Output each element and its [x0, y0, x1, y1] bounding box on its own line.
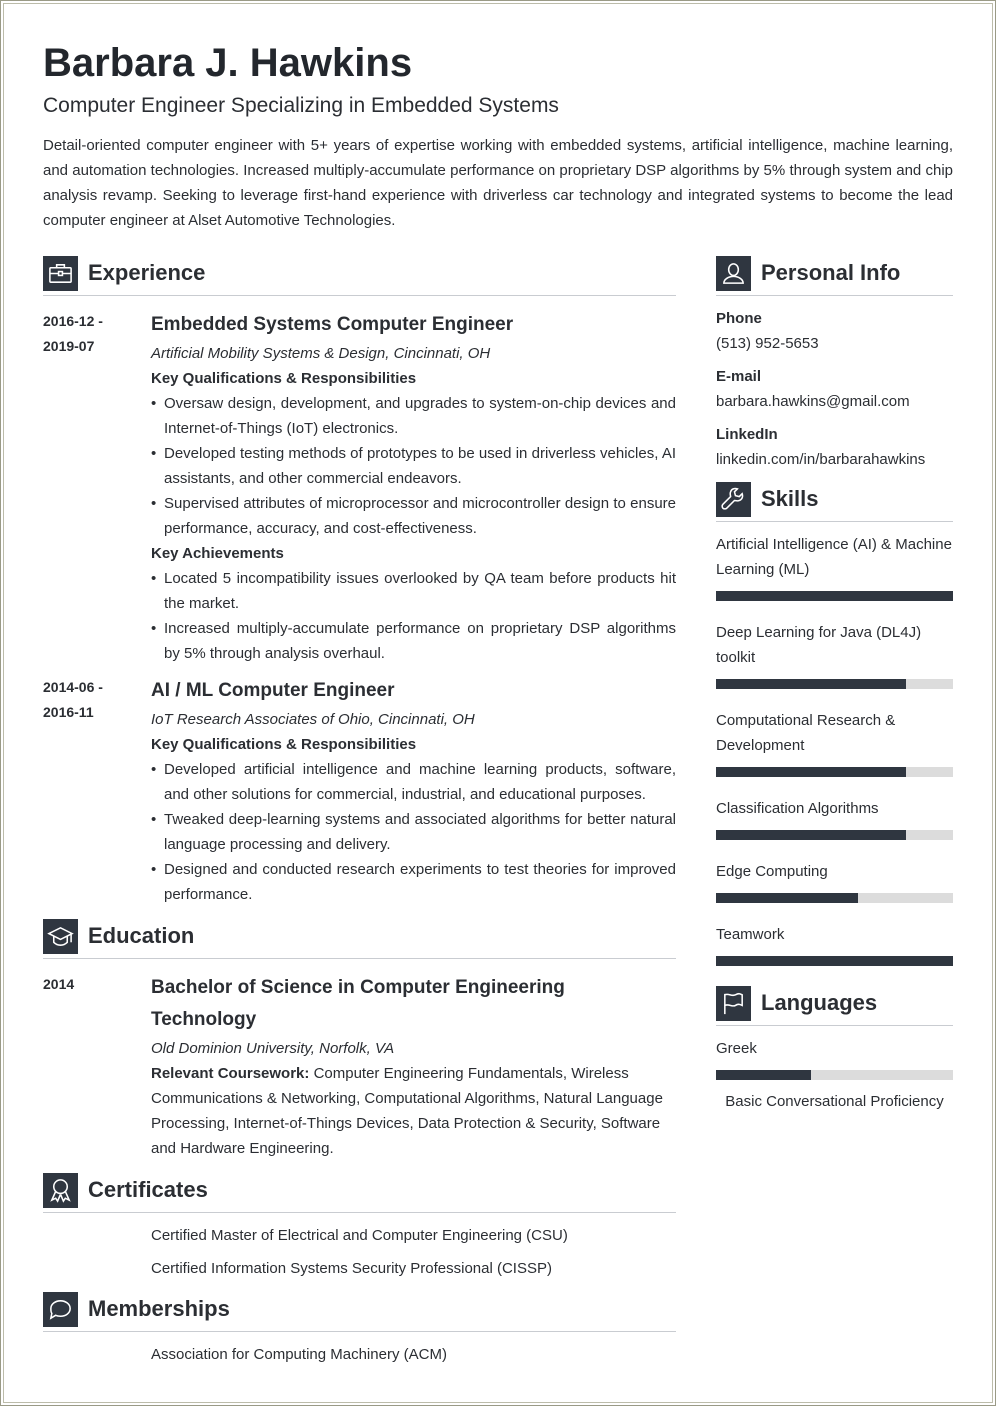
speech-bubble-icon: [43, 1292, 78, 1327]
linkedin-value: linkedin.com/in/barbarahawkins: [716, 451, 926, 468]
list-item: • Developed artificial intelligence and machine learning products, software, and other solutions for commercial, industrial, and educational purposes.: [151, 757, 676, 807]
job-2-title: AI / ML Computer Engineer: [151, 680, 395, 701]
job-1-responsibilities-label: Key Qualifications & Responsibilities: [151, 370, 417, 387]
skill-bar: [716, 767, 953, 777]
education-header: [43, 918, 676, 959]
certificates-list: [43, 1223, 676, 1281]
job-2-responsibilities: [151, 757, 676, 907]
memberships-header: [43, 1291, 676, 1332]
memberships-title: Memberships: [88, 1296, 230, 1321]
resume-page: [43, 38, 953, 1363]
list-item: • Developed testing methods of prototypes to be used in driverless vehicles, AI assistants, and other commercial endeavors.: [151, 441, 676, 491]
coursework-label: Relevant Coursework:: [151, 1065, 310, 1082]
language-name: Greek: [716, 1040, 757, 1057]
list-item: Certified Information Systems Security Professional (CISSP): [151, 1260, 552, 1277]
memberships-list: [43, 1342, 676, 1367]
email-value: barbara.hawkins@gmail.com: [716, 393, 910, 410]
degree-title: Bachelor of Science in Computer Engineering Technology: [151, 977, 565, 1030]
skill-name: Edge Computing: [716, 863, 828, 880]
job-2-company: IoT Research Associates of Ohio, Cincinnati, OH: [151, 711, 475, 728]
skill-item: [716, 796, 953, 840]
job-1-achievements: [151, 566, 676, 666]
skill-bar: [716, 679, 953, 689]
skill-name: Deep Learning for Java (DL4J) toolkit: [716, 624, 922, 666]
skill-bar-fill: [716, 830, 906, 840]
coursework-text: Computer Engineering Fundamentals, Wireless Communications & Networking, Computational Algorithms, Natural Language Processing, Internet-of-Things Devices, Data Protection & Security, Software and Hardware Engineering.: [151, 1065, 663, 1157]
skills-header: [716, 481, 953, 522]
job-entry-2: [43, 675, 676, 907]
job-2-dates: 2014-06 - 2016-11: [43, 679, 103, 720]
skills-list: [716, 532, 953, 966]
skill-bar: [716, 830, 953, 840]
languages-title: Languages: [761, 990, 878, 1015]
certificates-header: [43, 1172, 676, 1213]
summary: Detail-oriented computer engineer with 5+ years of expertise working with embedded systems, artificial intelligence, machine learning, and automation technologies. Increased multiply-accumulate performance on proprietary DSP algorithms by 5% through system and chip analysis revamp. Seeking to leverage first-hand experience with driverless car technology and integrated systems to become the lead computer engineer at Alset Automotive Technologies.: [43, 137, 953, 229]
list-item: • Designed and conducted research experiments to test theories for improved performance.: [151, 857, 676, 907]
skill-name: Teamwork: [716, 926, 785, 943]
experience-title: Experience: [88, 260, 206, 285]
job-1-title: Embedded Systems Computer Engineer: [151, 314, 514, 335]
candidate-name: Barbara J. Hawkins: [43, 41, 413, 85]
job-1-responsibilities: [151, 391, 676, 541]
education-date: 2014: [43, 976, 75, 992]
list-item: • Increased multiply-accumulate performance on proprietary DSP algorithms by 5% through analysis overhaul.: [151, 616, 676, 666]
experience-header: [43, 255, 676, 296]
list-item: Certified Master of Electrical and Computer Engineering (CSU): [151, 1227, 568, 1244]
job-2-responsibilities-label: Key Qualifications & Responsibilities: [151, 736, 417, 753]
languages-list: [716, 1036, 953, 1114]
language-bar: [716, 1070, 953, 1080]
email-label: E-mail: [716, 368, 762, 385]
skill-item: [716, 532, 953, 601]
skill-bar: [716, 956, 953, 966]
languages-header: [716, 985, 953, 1026]
skill-name: Computational Research & Development: [716, 712, 896, 754]
personal-info-title: Personal Info: [761, 260, 901, 285]
list-item: • Tweaked deep-learning systems and associated algorithms for better natural language processing and delivery.: [151, 807, 676, 857]
school-name: Old Dominion University, Norfolk, VA: [151, 1040, 395, 1057]
right-column: [716, 255, 953, 1114]
job-1-achievements-label: Key Achievements: [151, 545, 284, 562]
briefcase-icon: [43, 256, 78, 291]
award-ribbon-icon: [43, 1173, 78, 1208]
list-item: • Supervised attributes of microprocessor and microcontroller design to ensure performance, accuracy, and cost-effectiveness.: [151, 491, 676, 541]
skill-bar: [716, 591, 953, 601]
skill-bar: [716, 893, 953, 903]
skills-title: Skills: [761, 486, 819, 511]
job-1-dates: 2016-12 - 2019-07: [43, 313, 103, 354]
skill-item: [716, 859, 953, 903]
phone-label: Phone: [716, 310, 762, 327]
wrench-icon: [716, 482, 751, 517]
phone-value: (513) 952-5653: [716, 335, 819, 352]
list-item: Association for Computing Machinery (ACM): [151, 1346, 447, 1363]
personal-info-header: [716, 255, 953, 296]
skill-bar-fill: [716, 679, 906, 689]
education-title: Education: [88, 923, 195, 948]
skill-item: [716, 922, 953, 966]
skill-bar-fill: [716, 893, 858, 903]
candidate-title: Computer Engineer Specializing in Embedded Systems: [43, 94, 559, 117]
linkedin-label: LinkedIn: [716, 426, 778, 443]
language-level: Basic Conversational Proficiency: [725, 1093, 944, 1110]
skill-bar-fill: [716, 767, 906, 777]
language-bar-fill: [716, 1070, 811, 1080]
flag-icon: [716, 986, 751, 1021]
job-entry-1: [43, 309, 676, 666]
left-column: [43, 255, 676, 1367]
coursework: [151, 1061, 671, 1161]
graduation-cap-icon: [43, 919, 78, 954]
list-item: • Oversaw design, development, and upgrades to system-on-chip devices and Internet-of-Things (IoT) electronics.: [151, 391, 676, 441]
skill-item: [716, 620, 953, 689]
skill-item: [716, 708, 953, 777]
certificates-title: Certificates: [88, 1177, 208, 1202]
list-item: • Located 5 incompatibility issues overlooked by QA team before products hit the market.: [151, 566, 676, 616]
skill-bar-fill: [716, 591, 953, 601]
skill-name: Artificial Intelligence (AI) & Machine Learning (ML): [716, 536, 952, 578]
skill-name: Classification Algorithms: [716, 800, 879, 817]
job-1-company: Artificial Mobility Systems & Design, Cincinnati, OH: [151, 345, 491, 362]
skill-bar-fill: [716, 956, 953, 966]
education-entry: [43, 972, 676, 1161]
personal-info-body: [716, 306, 953, 472]
person-icon: [716, 256, 751, 291]
